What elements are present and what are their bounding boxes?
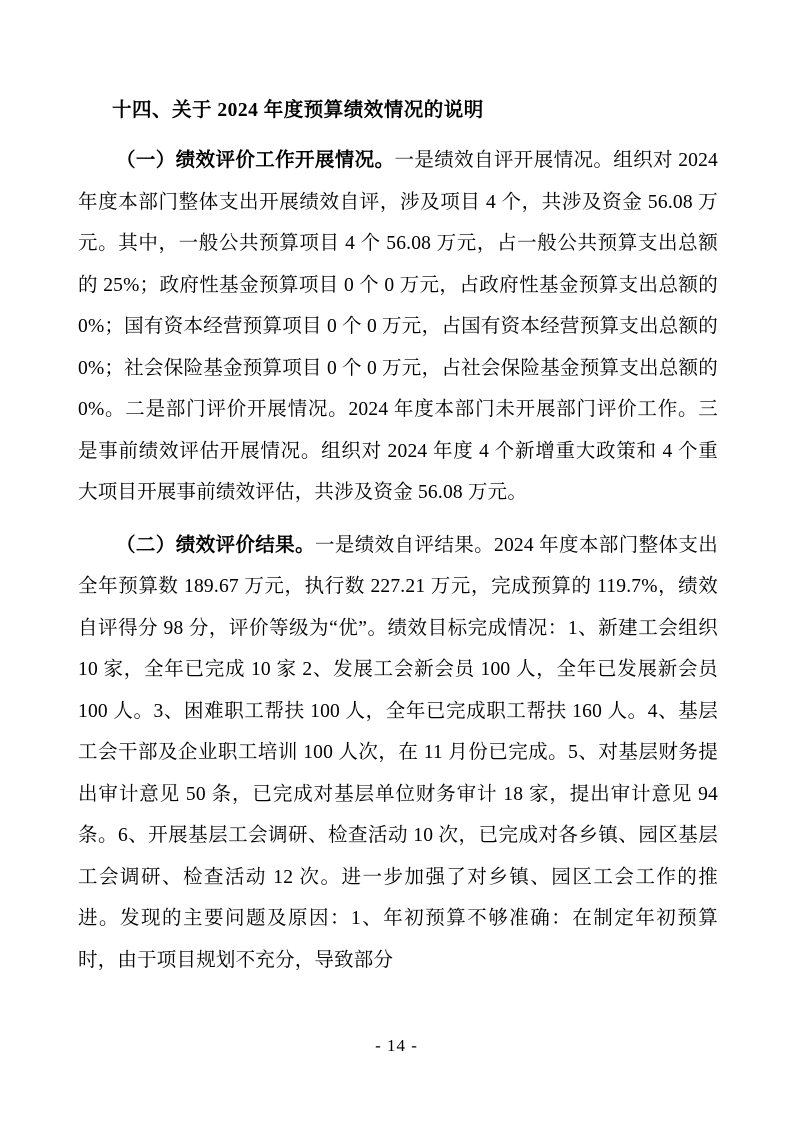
section-heading: 十四、关于 2024 年度预算绩效情况的说明	[112, 100, 484, 121]
paragraph-1-text: 一是绩效自评开展情况。组织对 2024 年度本部门整体支出开展绩效自评，涉及项目 4 个，共涉及资金 56.08 万元。其中，一般公共预算项目 4 个 56.08 万元，占一般公共预算支出总额的 25%；政府性基金预算项目 0 个 0 万元，占政府性基金预算支出总额的 0%；国有资本经营预算项目 0 个 0 万元，占国有资本经营预算支出总额的 0%；社会保险基金预算项目 0 个 0 万元，占社会保险基金预算支出总额的 0%。二是部门评价开展情况。2024 年度本部门未开展部门评价工作。三是事前绩效评估开展情况。组织对 2024 年度 4 个新增重大政策和 4 个重大项目开展事前绩效评估，共涉及资金 56.08 万元。	[78, 150, 718, 504]
document-body	[78, 92, 718, 983]
paragraph-performance-evaluation-results	[78, 525, 718, 982]
page-number: - 14 -	[375, 1036, 418, 1055]
paragraph-2-text: 一是绩效自评结果。2024 年度本部门整体支出全年预算数 189.67 万元，执行数 227.21 万元，完成预算的 119.7%，绩效自评得分 98 分，评价等级为“优”。绩效目标完成情况：1、新建工会组织 10 家，全年已完成 10 家 2、发展工会新会员 100 人，全年已发展新会员 100 人。3、困难职工帮扶 100 人，全年已完成职工帮扶 160 人。4、基层工会干部及企业职工培训 100 人次，在 11 月份已完成。5、对基层财务提出审计意见 50 条，已完成对基层单位财务审计 18 家，提出审计意见 94 条。6、开展基层工会调研、检查活动 10 次，已完成对各乡镇、园区基层工会调研、检查活动 12 次。进一步加强了对乡镇、园区工会工作的推进。发现的主要问题及原因：1、年初预算不够准确：在制定年初预算时，由于项目规划不充分，导致部分	[78, 534, 718, 971]
paragraph-1-bold-lead: （一）绩效评价工作开展情况。	[116, 150, 395, 172]
paragraph-spacer	[78, 516, 718, 525]
paragraph-performance-evaluation-work	[78, 140, 718, 514]
paragraph-2-bold-lead: （二）绩效评价结果。	[116, 534, 315, 556]
